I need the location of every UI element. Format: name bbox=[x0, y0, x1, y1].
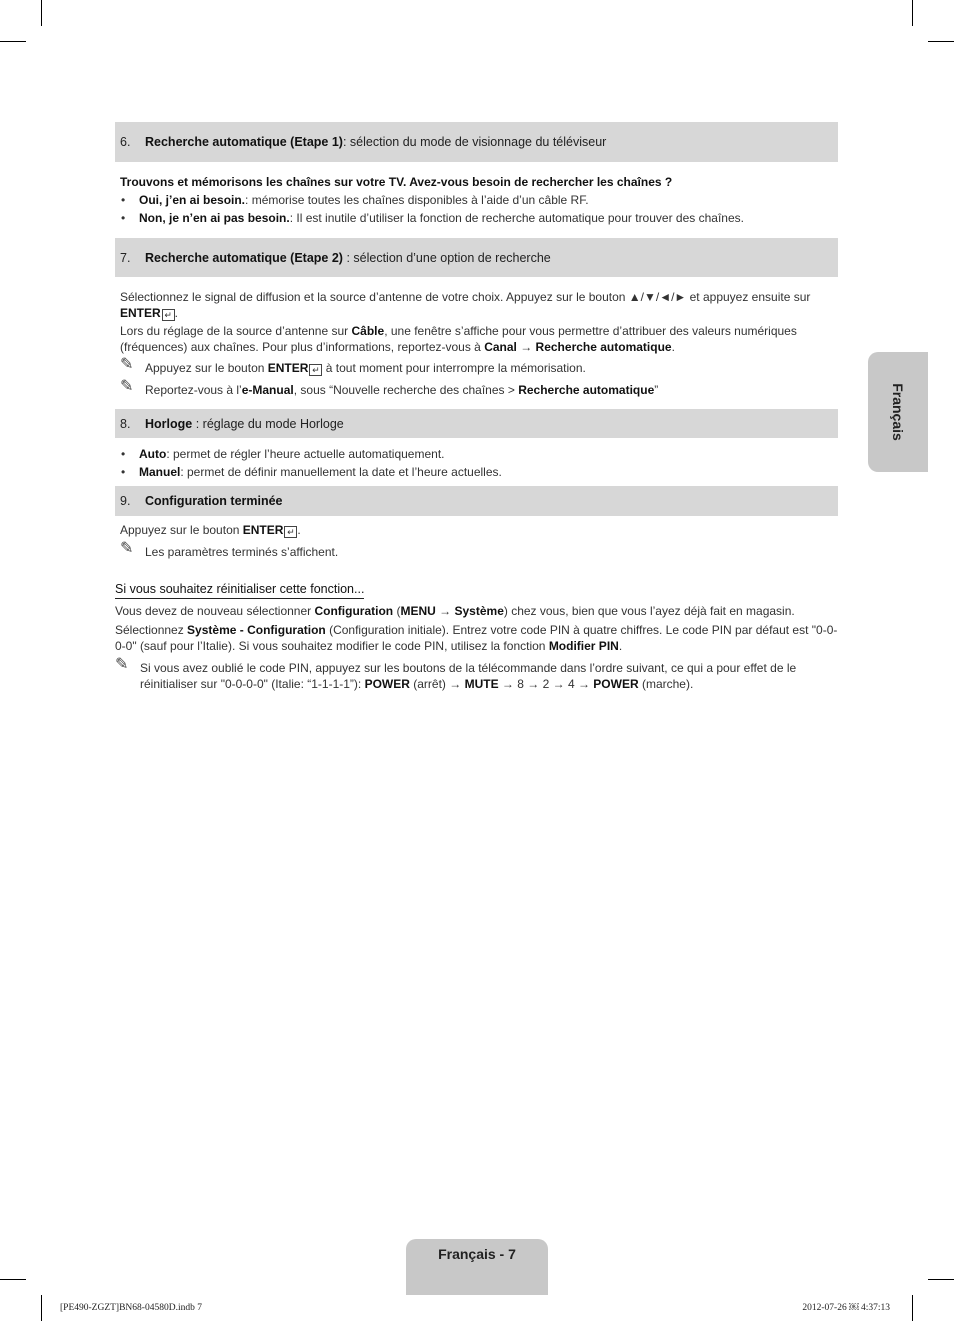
section-number: 8. bbox=[120, 416, 131, 431]
paragraph: Sélectionnez le signal de diffusion et la source d’antenne de votre choix. Appuyez sur le bouton ▲/▼/◄/► et appuyez ensuite sur ENTER ↵ . bbox=[120, 290, 811, 320]
note: ✎ Appuyez sur le bouton ENTER ↵ à tout moment pour interrompre la mémorisation. bbox=[120, 356, 586, 375]
section-number: 7. bbox=[120, 250, 131, 265]
crop-mark bbox=[0, 1279, 26, 1280]
section-number: 6. bbox=[120, 135, 131, 149]
print-file-info: [PE490-ZGZT]BN68-04580D.indb 7 bbox=[60, 1303, 202, 1313]
list-item: • Oui, j’en ai besoin.: mémorise toutes les chaînes disponibles à l’aide d’un câble RF. bbox=[120, 191, 838, 209]
crop-mark bbox=[41, 0, 42, 26]
pencil-note-icon: ✎ bbox=[115, 656, 129, 673]
print-timestamp: 2012-07-26 ￼ 4:37:13 bbox=[802, 1303, 890, 1313]
enter-icon: ↵ bbox=[309, 364, 322, 376]
list-item: • Auto: permet de régler l’heure actuelle automatiquement. bbox=[120, 445, 838, 463]
section-8-header bbox=[115, 409, 838, 438]
crop-mark bbox=[912, 1295, 913, 1321]
section-6-header bbox=[115, 122, 838, 162]
page-number-tab: Français - 7 bbox=[406, 1239, 548, 1295]
note: ✎ Reportez-vous à l’e-Manual, sous “Nouvelle recherche des chaînes > Recherche automatique” bbox=[120, 378, 659, 397]
reset-section bbox=[115, 581, 839, 692]
pencil-note-icon: ✎ bbox=[120, 356, 134, 373]
intro-question: Trouvons et mémorisons les chaînes sur votre TV. Avez-vous besoin de rechercher les chaînes ? bbox=[120, 175, 673, 189]
enter-icon: ↵ bbox=[162, 309, 175, 321]
pencil-note-icon: ✎ bbox=[120, 378, 134, 395]
section-7-body bbox=[120, 289, 838, 398]
section-6-body bbox=[120, 173, 838, 227]
note: ✎ Si vous avez oublié le code PIN, appuyez sur les boutons de la télécommande dans l’ordre suivant, ce qui a pour effet de le réinitialiser sur "0-0-0-0" (Italie: “1-1-1-1”): POWER (arrêt) → MUTE → 8 → 2 → 4 → POWER (marche). bbox=[115, 656, 797, 691]
section-title: Recherche automatique (Etape 1): sélection du mode de visionnage du téléviseur bbox=[145, 135, 607, 149]
section-9-body bbox=[120, 522, 838, 560]
language-side-tab bbox=[868, 352, 928, 472]
section-number: 9. bbox=[120, 494, 131, 508]
paragraph: Vous devez de nouveau sélectionner Configuration (MENU → Système) chez vous, bien que vous l’ayez déjà fait en magasin. bbox=[115, 604, 795, 618]
paragraph: Appuyez sur le bouton ENTER ↵ . bbox=[120, 523, 301, 537]
reset-heading: Si vous souhaitez réinitialiser cette fonction... bbox=[115, 581, 364, 599]
section-8-body bbox=[120, 445, 838, 481]
section-title: Recherche automatique (Etape 2) : sélection d’une option de recherche bbox=[145, 250, 551, 265]
section-title: Horloge : réglage du mode Horloge bbox=[145, 416, 344, 431]
list-item: • Non, je n’en ai pas besoin.: Il est inutile d’utiliser la fonction de recherche automatique pour trouver des chaînes. bbox=[120, 209, 838, 227]
crop-mark bbox=[0, 41, 26, 42]
note: ✎ Les paramètres terminés s’affichent. bbox=[120, 540, 339, 559]
pencil-note-icon: ✎ bbox=[120, 540, 134, 557]
crop-mark bbox=[928, 41, 954, 42]
section-7-header bbox=[115, 238, 838, 277]
paragraph: Sélectionnez Système - Configuration (Configuration initiale). Entrez votre code PIN à quatre chiffres. Le code PIN par défaut est "0-0-0-0" (sauf pour l’Italie). Si vous souhaitez modifier le code PIN, utilisez la fonction Modifier PIN. bbox=[115, 623, 838, 653]
language-label: Français bbox=[890, 383, 906, 441]
paragraph: Lors du réglage de la source d’antenne sur Câble, une fenêtre s’affiche pour vous permettre d’attribuer des valeurs numériques (fréquences) aux chaînes. Pour plus d’informations, reportez-vous à Canal → Recherche automatique. bbox=[120, 324, 797, 354]
section-title: Configuration terminée bbox=[145, 494, 283, 508]
crop-mark bbox=[41, 1295, 42, 1321]
crop-mark bbox=[912, 0, 913, 26]
enter-icon: ↵ bbox=[284, 526, 297, 538]
section-9-header bbox=[115, 486, 838, 516]
crop-mark bbox=[928, 1279, 954, 1280]
list-item: • Manuel: permet de définir manuellement la date et l’heure actuelles. bbox=[120, 463, 838, 481]
